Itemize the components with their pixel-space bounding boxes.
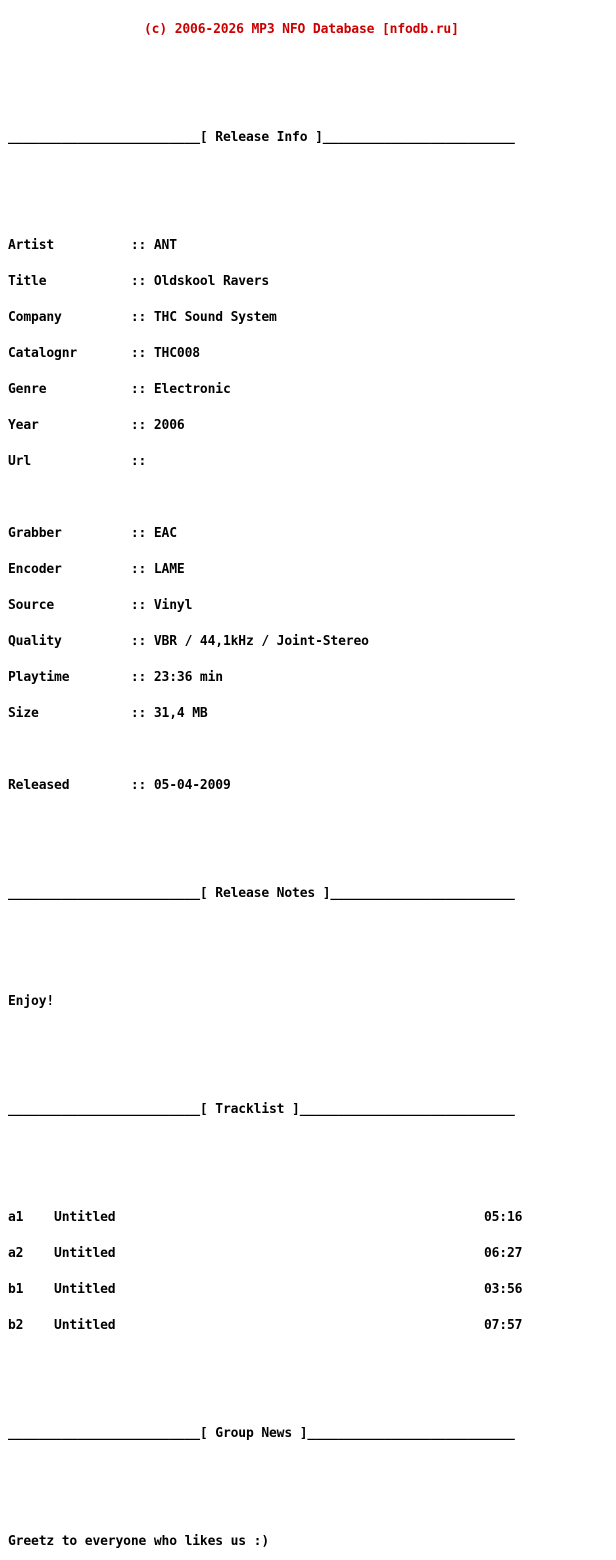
- info-grabber: Grabber :: EAC: [8, 526, 177, 541]
- blank-line: [8, 1500, 522, 1512]
- blank-line: [8, 816, 522, 828]
- info-url: Url ::: [8, 454, 147, 469]
- group-news-text: Greetz to everyone who likes us :): [8, 1534, 270, 1549]
- track-row: b2 Untitled 07:57: [8, 1318, 523, 1333]
- section-group-news: _________________________[ Group News ]___________________________: [8, 1426, 515, 1441]
- blank-line: [8, 960, 522, 972]
- info-company: Company :: THC Sound System: [8, 310, 277, 325]
- info-quality: Quality :: VBR / 44,1kHz / Joint-Stereo: [8, 634, 369, 649]
- blank-line: [8, 924, 522, 936]
- info-playtime: Playtime :: 23:36 min: [8, 670, 223, 685]
- blank-line: [8, 204, 522, 216]
- nfo-document: [8, 0, 522, 1560]
- track-row: a2 Untitled 06:27: [8, 1246, 523, 1261]
- blank-line: [8, 744, 522, 756]
- info-source: Source :: Vinyl: [8, 598, 193, 613]
- section-release-notes: _________________________[ Release Notes ]________________________: [8, 886, 515, 901]
- blank-line: [8, 1464, 522, 1476]
- info-artist: Artist :: ANT: [8, 238, 177, 253]
- blank-line: [8, 1032, 522, 1044]
- nfodb-header: (c) 2006-2026 MP3 NFO Database [nfodb.ru]: [144, 22, 459, 37]
- blank-line: [8, 852, 522, 864]
- blank-line: [8, 60, 522, 72]
- blank-line: [8, 1176, 522, 1188]
- info-encoder: Encoder :: LAME: [8, 562, 185, 577]
- blank-line: [8, 492, 522, 504]
- blank-line: [8, 168, 522, 180]
- section-tracklist: _________________________[ Tracklist ]____________________________: [8, 1102, 515, 1117]
- info-released: Released :: 05-04-2009: [8, 778, 231, 793]
- section-release-info: _________________________[ Release Info ]_________________________: [8, 130, 515, 145]
- blank-line: [8, 1392, 522, 1404]
- info-genre: Genre :: Electronic: [8, 382, 231, 397]
- blank-line: [8, 1356, 522, 1368]
- blank-line: [8, 1068, 522, 1080]
- info-year: Year :: 2006: [8, 418, 185, 433]
- track-row: a1 Untitled 05:16: [8, 1210, 523, 1225]
- blank-line: [8, 96, 522, 108]
- blank-line: [8, 1140, 522, 1152]
- track-row: b1 Untitled 03:56: [8, 1282, 523, 1297]
- info-size: Size :: 31,4 MB: [8, 706, 208, 721]
- info-catalognr: Catalognr :: THC008: [8, 346, 200, 361]
- info-title: Title :: Oldskool Ravers: [8, 274, 270, 289]
- release-notes-text: Enjoy!: [8, 994, 55, 1009]
